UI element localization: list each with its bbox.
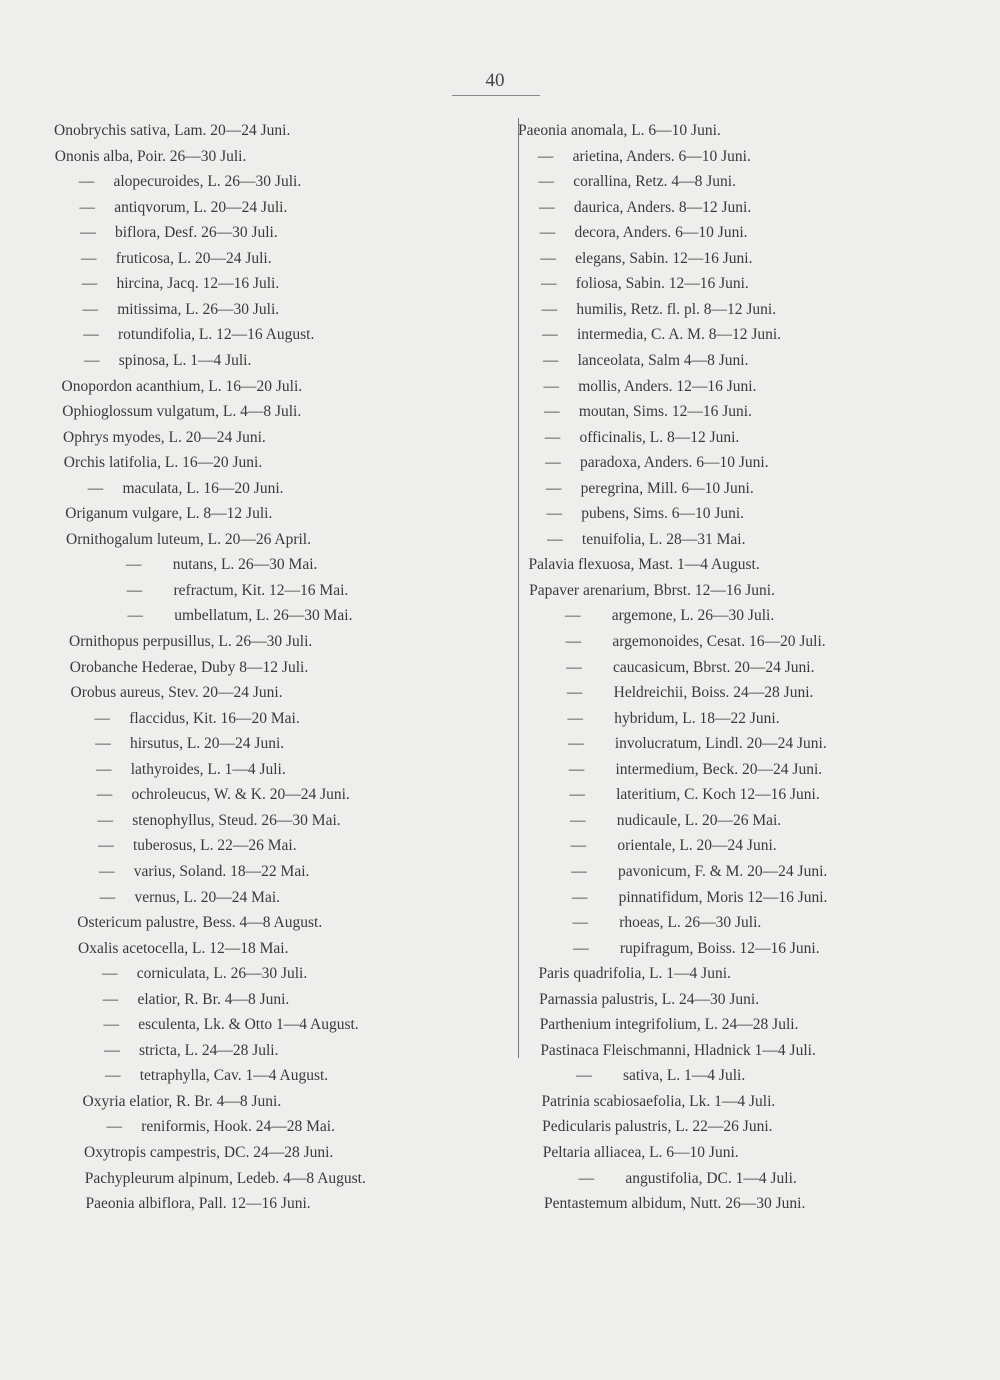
entry-text: fruticosa, L. 20—24 Juli. (115, 249, 272, 267)
entry-text: lanceolata, Salm 4—8 Juni. (577, 351, 749, 369)
entry-text: esculenta, Lk. & Otto 1—4 August. (138, 1016, 359, 1034)
entry-text: tenuifolia, L. 28—31 Mai. (581, 530, 746, 548)
ditto-dash: — (578, 1169, 595, 1187)
ditto-dash: — (94, 709, 110, 727)
entry-text: peregrina, Mill. 6—10 Juni. (580, 479, 754, 497)
ditto-dash: — (542, 351, 559, 369)
ditto-dash: — (81, 249, 97, 267)
ditto-dash: — (570, 837, 587, 855)
list-item (65, 501, 272, 527)
list-item (544, 1191, 805, 1217)
ditto-dash: — (84, 351, 100, 369)
list-item (78, 169, 302, 195)
list-item (79, 220, 278, 246)
ditto-dash: — (102, 990, 119, 1008)
list-item (64, 450, 262, 476)
ditto-dash: — (539, 198, 555, 216)
ditto-dash: — (95, 735, 111, 753)
ditto-dash: — (569, 811, 586, 829)
entry-text: Paeonia albiflora, Pall. 12—16 Juni. (85, 1195, 311, 1213)
ditto-dash: — (539, 224, 556, 242)
ditto-dash: — (543, 377, 559, 395)
ditto-dash: — (126, 556, 142, 574)
ditto-dash: — (544, 403, 560, 421)
ditto-dash: — (96, 786, 113, 804)
ditto-dash: — (103, 1016, 119, 1034)
ditto-dash: — (82, 300, 98, 318)
list-item (538, 961, 730, 987)
ditto-dash: — (127, 607, 143, 625)
ditto-dash: — (544, 428, 561, 446)
list-item (82, 322, 314, 348)
entry-text: tetraphylla, Cav. 1—4 August. (139, 1067, 329, 1085)
list-item (518, 118, 721, 144)
list-item (575, 1063, 745, 1089)
ditto-dash: — (547, 530, 563, 548)
entry-text: ochroleucus, W. & K. 20—24 Juni. (131, 786, 350, 804)
entry-text: hirsutus, L. 20—24 Juni. (130, 735, 285, 753)
list-item (96, 782, 350, 808)
ditto-dash: — (565, 633, 582, 650)
entry-text: humilis, Retz. fl. pl. 8—12 Juni. (576, 300, 777, 318)
list-item (543, 425, 739, 451)
page-number-rule (452, 95, 540, 96)
ditto-dash: — (106, 1118, 122, 1136)
ditto-dash: — (102, 965, 118, 983)
list-item (564, 603, 774, 629)
ditto-dash: — (540, 249, 556, 267)
entry-text: Ornithogalum luteum, L. 20—26 April. (66, 530, 311, 548)
entry-text: pavonicum, F. & M. 20—24 Juni. (617, 862, 828, 880)
entry-text: Ophioglossum vulgatum, L. 4—8 Juli. (62, 403, 302, 421)
entry-text: Ornithopus perpusillus, L. 26—30 Juli. (69, 633, 313, 650)
entry-text: Paeonia anomala, L. 6—10 Juni. (518, 122, 721, 139)
entry-text: Paris quadrifolia, L. 1—4 Juni. (538, 965, 731, 983)
list-item (565, 655, 814, 681)
ditto-dash: — (571, 888, 588, 906)
entry-text: Heldreichii, Boiss. 24—28 Juni. (613, 684, 814, 702)
entry-text: Pastinaca Fleischmanni, Hladnick 1—4 Juli. (540, 1041, 816, 1059)
entry-text: Pachypleurum alpinum, Ledeb. 4—8 August. (84, 1169, 366, 1187)
entry-text: vernus, L. 20—24 Mai. (134, 888, 281, 906)
list-item (538, 195, 751, 221)
ditto-dash: — (545, 479, 562, 497)
list-item (543, 399, 752, 425)
ditto-dash: — (545, 454, 561, 472)
ditto-dash: — (566, 658, 582, 676)
ditto-dash: — (569, 786, 585, 804)
list-item (572, 936, 820, 962)
ditto-dash: — (96, 760, 112, 778)
list-item (54, 118, 290, 144)
column-divider (518, 118, 519, 1058)
entry-text: biflora, Desf. 26—30 Juli. (115, 224, 278, 242)
list-item (566, 706, 779, 732)
entry-text: mitissima, L. 26—30 Juli. (117, 300, 280, 318)
list-item (83, 348, 252, 374)
ditto-dash: — (541, 300, 558, 318)
entry-text: argemone, L. 26—30 Juli. (611, 607, 775, 625)
entry-text: Pedicularis palustris, L. 22—26 Juni. (542, 1118, 773, 1136)
entry-text: sativa, L. 1—4 Juli. (622, 1067, 746, 1085)
entry-text: maculata, L. 16—20 Juni. (122, 479, 284, 497)
list-item (94, 731, 284, 757)
entry-text: spinosa, L. 1—4 Juli. (118, 351, 252, 369)
list-item (537, 169, 736, 195)
list-item (568, 757, 823, 783)
entry-text: Palavia flexuosa, Mast. 1—4 August. (528, 556, 760, 574)
list-item (571, 885, 828, 911)
entry-text: intermedium, Beck. 20—24 Juni. (615, 760, 823, 778)
ditto-dash: — (538, 173, 554, 191)
list-item (62, 399, 301, 425)
entry-text: Peltaria alliacea, L. 6—10 Juni. (542, 1144, 739, 1161)
list-item (546, 527, 746, 553)
ditto-dash: — (537, 147, 554, 165)
entry-text: nutans, L. 26—30 Mai. (172, 556, 318, 574)
entry-text: angustifolia, DC. 1—4 Juli. (625, 1169, 797, 1187)
entry-text: Ophrys myodes, L. 20—24 Juni. (63, 428, 266, 446)
list-item (63, 425, 266, 451)
ditto-dash: — (87, 479, 104, 497)
entry-text: Patrinia scabiosaefolia, Lk. 1—4 Juli. (541, 1092, 776, 1110)
entry-text: corniculata, L. 26—30 Juli. (136, 965, 308, 983)
list-item (62, 374, 303, 400)
list-item (78, 936, 288, 962)
entry-text: paradoxa, Anders. 6—10 Juni. (580, 454, 769, 472)
entry-text: hircina, Jacq. 12—16 Juli. (116, 275, 280, 293)
entry-text: lateritium, C. Koch 12—16 Juni. (616, 786, 820, 804)
list-item (577, 1166, 796, 1192)
entry-text: Onopordon acanthium, L. 16—20 Juli. (61, 377, 303, 395)
ditto-dash: — (78, 173, 95, 191)
list-item (541, 322, 781, 348)
list-item (538, 220, 747, 246)
list-item (81, 271, 280, 297)
entry-text: Orobanche Hederae, Duby 8—12 Juli. (69, 658, 309, 676)
list-item (125, 552, 318, 578)
list-item (126, 603, 352, 629)
entry-text: varius, Soland. 18—22 Mai. (133, 862, 310, 880)
list-item (566, 680, 814, 706)
ditto-dash: — (576, 1067, 592, 1085)
list-item (81, 297, 279, 323)
ditto-dash: — (565, 607, 581, 625)
list-item (99, 885, 281, 911)
entry-text: umbellatum, L. 26—30 Mai. (174, 607, 353, 625)
entry-text: pinnatifidum, Moris 12—16 Juni. (618, 888, 828, 906)
list-item (77, 910, 322, 936)
list-item (540, 297, 776, 323)
list-item (568, 782, 820, 808)
entry-text: tuberosus, L. 22—26 Mai. (133, 837, 297, 855)
list-item (570, 859, 827, 885)
entry-text: Parthenium integrifolium, L. 24—28 Juli. (539, 1016, 799, 1034)
list-item (564, 629, 825, 655)
entry-text: stricta, L. 24—28 Juli. (139, 1041, 279, 1059)
entry-text: Papaver arenarium, Bbrst. 12—16 Juni. (529, 581, 775, 599)
list-item (69, 629, 312, 655)
ditto-dash: — (567, 709, 583, 727)
list-item (529, 552, 760, 578)
ditto-dash: — (573, 939, 589, 957)
entry-text: Ostericum palustre, Bess. 4—8 August. (77, 914, 323, 932)
entry-text: Parnassia palustris, L. 24—30 Juni. (539, 990, 760, 1008)
list-item (55, 144, 247, 170)
list-item (540, 271, 749, 297)
ditto-dash: — (568, 735, 584, 753)
list-item (537, 144, 751, 170)
list-item (71, 680, 283, 706)
list-item (542, 374, 756, 400)
list-item (97, 833, 297, 859)
entry-text: Orobus aureus, Stev. 20—24 Juni. (70, 684, 283, 702)
ditto-dash: — (99, 888, 116, 906)
list-item (540, 1012, 799, 1038)
ditto-dash: — (105, 1067, 121, 1085)
page-number: 40 (485, 70, 505, 91)
list-item (571, 910, 761, 936)
list-item (95, 757, 286, 783)
entry-text: Ononis alba, Poir. 26—30 Juli. (54, 147, 247, 165)
entry-text: elegans, Sabin. 12—16 Juni. (575, 249, 753, 267)
list-item (104, 1063, 328, 1089)
list-item (544, 450, 769, 476)
list-item (542, 1114, 772, 1140)
list-item (539, 987, 759, 1013)
ditto-dash: — (571, 862, 587, 880)
entry-text: corallina, Retz. 4—8 Juni. (573, 173, 736, 191)
entry-text: antiqvorum, L. 20—24 Juli. (114, 198, 288, 216)
list-item (83, 1089, 282, 1115)
list-item (85, 1166, 366, 1192)
list-item (529, 578, 775, 604)
list-item (87, 476, 284, 502)
entry-text: foliosa, Sabin. 12—16 Juni. (575, 275, 749, 293)
entry-text: mollis, Anders. 12—16 Juni. (578, 377, 757, 395)
entry-text: caucasicum, Bbrst. 20—24 Juni. (613, 658, 815, 676)
list-item (102, 1012, 358, 1038)
entry-text: officinalis, L. 8—12 Juni. (579, 428, 740, 446)
ditto-dash: — (80, 224, 96, 242)
ditto-dash: — (98, 837, 114, 855)
entry-text: nudicaule, L. 20—26 Mai. (616, 811, 782, 829)
list-item (84, 1140, 333, 1166)
list-item (86, 1191, 311, 1217)
ditto-dash: — (540, 275, 557, 293)
list-item (98, 859, 310, 885)
entry-text: Pentastemum albidum, Nutt. 26—30 Juni. (544, 1195, 806, 1213)
entry-text: rhoeas, L. 26—30 Juli. (619, 914, 762, 932)
list-item (567, 731, 827, 757)
list-item (93, 706, 299, 732)
entry-text: Onobrychis sativa, Lam. 20—24 Juni. (54, 122, 291, 139)
list-item (80, 246, 272, 272)
entry-text: alopecuroides, L. 26—30 Juli. (113, 173, 302, 191)
list-item (569, 808, 781, 834)
entry-text: intermedia, C. A. M. 8—12 Juni. (576, 326, 782, 344)
entry-text: reniformis, Hook. 24—28 Mai. (141, 1118, 335, 1136)
entry-text: involucratum, Lindl. 20—24 Juni. (614, 735, 827, 753)
entry-text: argemonoides, Cesat. 16—20 Juli. (612, 633, 826, 650)
list-item (78, 195, 287, 221)
entry-text: Orchis latifolia, L. 16—20 Juni. (63, 454, 263, 472)
entry-text: daurica, Anders. 8—12 Juni. (573, 198, 752, 216)
entry-text: Origanum vulgare, L. 8—12 Juli. (65, 505, 273, 523)
entry-text: stenophyllus, Steud. 26—30 Mai. (132, 811, 341, 829)
list-item (126, 578, 349, 604)
ditto-dash: — (83, 326, 99, 344)
ditto-dash: — (104, 1041, 120, 1059)
entry-text: Oxytropis campestris, DC. 24—28 Juni. (84, 1144, 334, 1161)
list-item (103, 1038, 279, 1064)
entry-text: decora, Anders. 6—10 Juni. (574, 224, 748, 242)
entry-text: refractum, Kit. 12—16 Mai. (173, 581, 349, 599)
entry-text: rotundifolia, L. 12—16 August. (118, 326, 315, 344)
list-item (101, 961, 307, 987)
entry-text: Oxalis acetocella, L. 12—18 Mai. (78, 939, 289, 957)
list-item (542, 348, 749, 374)
entry-text: orientale, L. 20—24 Juni. (617, 837, 777, 855)
list-item (545, 476, 754, 502)
list-item (540, 1038, 816, 1064)
entry-text: Oxyria elatior, R. Br. 4—8 Juni. (82, 1092, 282, 1110)
list-item (96, 808, 340, 834)
list-item (569, 833, 776, 859)
ditto-dash: — (97, 811, 113, 829)
ditto-dash: — (79, 198, 95, 216)
entry-text: flaccidus, Kit. 16—20 Mai. (129, 709, 300, 727)
ditto-dash: — (566, 684, 583, 702)
entry-text: arietina, Anders. 6—10 Juni. (572, 147, 751, 165)
list-item (545, 501, 744, 527)
entry-text: moutan, Sims. 12—16 Juni. (578, 403, 752, 421)
ditto-dash: — (572, 914, 588, 932)
entry-text: rupifragum, Boiss. 12—16 Juni. (619, 939, 820, 957)
ditto-dash: — (81, 275, 98, 293)
ditto-dash: — (568, 760, 585, 778)
entry-text: hybridum, L. 18—22 Juni. (614, 709, 780, 727)
ditto-dash: — (546, 505, 563, 523)
list-item (102, 987, 290, 1013)
list-item (539, 246, 752, 272)
list-item (542, 1089, 776, 1115)
list-item (105, 1114, 335, 1140)
entry-text: elatior, R. Br. 4—8 Juni. (137, 990, 290, 1008)
ditto-dash: — (99, 862, 115, 880)
list-item (543, 1140, 739, 1166)
entry-text: lathyroides, L. 1—4 Juli. (130, 760, 286, 778)
ditto-dash: — (126, 581, 143, 599)
list-item (70, 655, 308, 681)
entry-text: pubens, Sims. 6—10 Juni. (581, 505, 745, 523)
list-item (66, 527, 311, 553)
ditto-dash: — (542, 326, 558, 344)
